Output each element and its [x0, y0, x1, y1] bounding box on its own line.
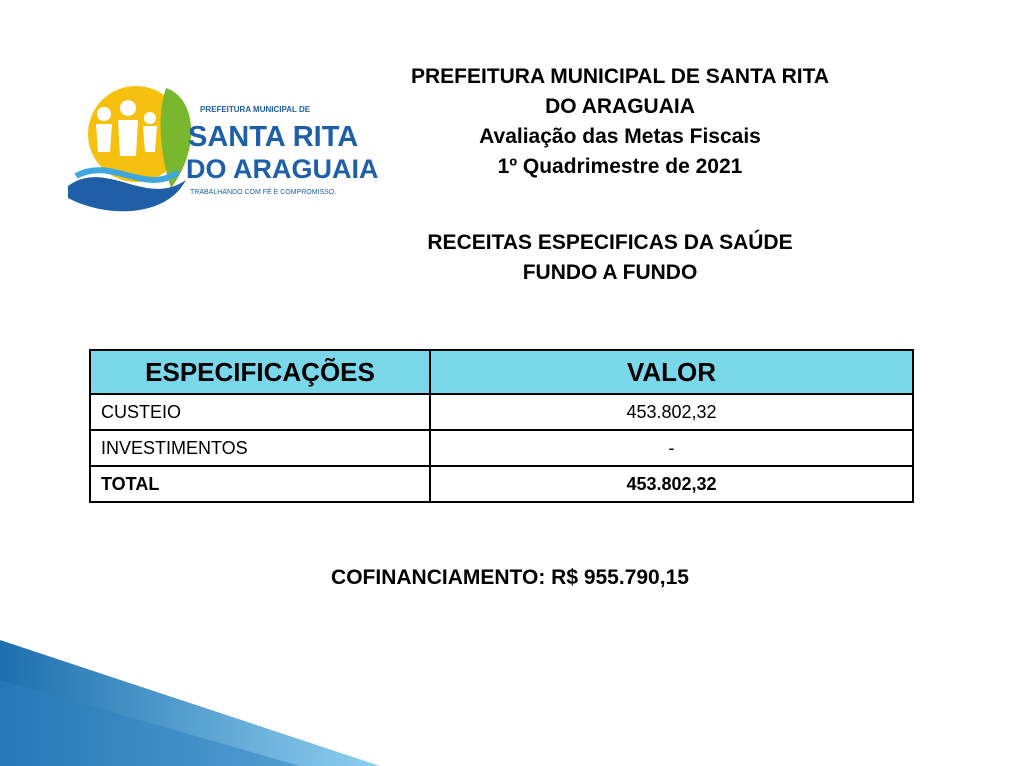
logo-tagline: TRABALHANDO COM FÉ E COMPROMISSO. — [190, 189, 337, 196]
decorative-corner-shape — [0, 640, 380, 766]
logo-top-text: PREFEITURA MUNICIPAL DE — [200, 105, 311, 114]
column-header-spec: ESPECIFICAÇÕES — [90, 350, 430, 394]
table-total-row — [90, 466, 913, 502]
row-spec: CUSTEIO — [90, 394, 430, 430]
municipal-logo — [66, 68, 379, 224]
total-label: TOTAL — [90, 466, 430, 502]
header-line2: DO ARAGUAIA — [545, 95, 695, 118]
row-value: 453.802,32 — [430, 394, 913, 430]
row-value: - — [430, 430, 913, 466]
revenue-table — [89, 349, 914, 503]
row-spec: INVESTIMENTOS — [90, 430, 430, 466]
section-title — [330, 228, 890, 288]
document-header — [340, 62, 900, 182]
total-value: 453.802,32 — [430, 466, 913, 502]
header-line1: PREFEITURA MUNICIPAL DE SANTA RITA — [410, 65, 830, 88]
table-header-row — [90, 350, 913, 394]
cofinanciamento-text: COFINANCIAMENTO: R$ 955.790,15 — [331, 566, 689, 589]
header-line3: Avaliação das Metas Fiscais — [479, 125, 761, 148]
section-title-line1: RECEITAS ESPECIFICAS DA SAÚDE — [427, 231, 793, 254]
header-line4: 1º Quadrimestre de 2021 — [497, 155, 743, 178]
logo-line1: SANTA RITA — [188, 121, 359, 153]
table-row — [90, 394, 913, 430]
logo-line2: DO ARAGUAIA — [186, 154, 379, 184]
wave-icon — [68, 177, 186, 211]
section-title-line2: FUNDO A FUNDO — [522, 261, 698, 284]
table-row — [90, 430, 913, 466]
column-header-value: VALOR — [430, 350, 913, 394]
